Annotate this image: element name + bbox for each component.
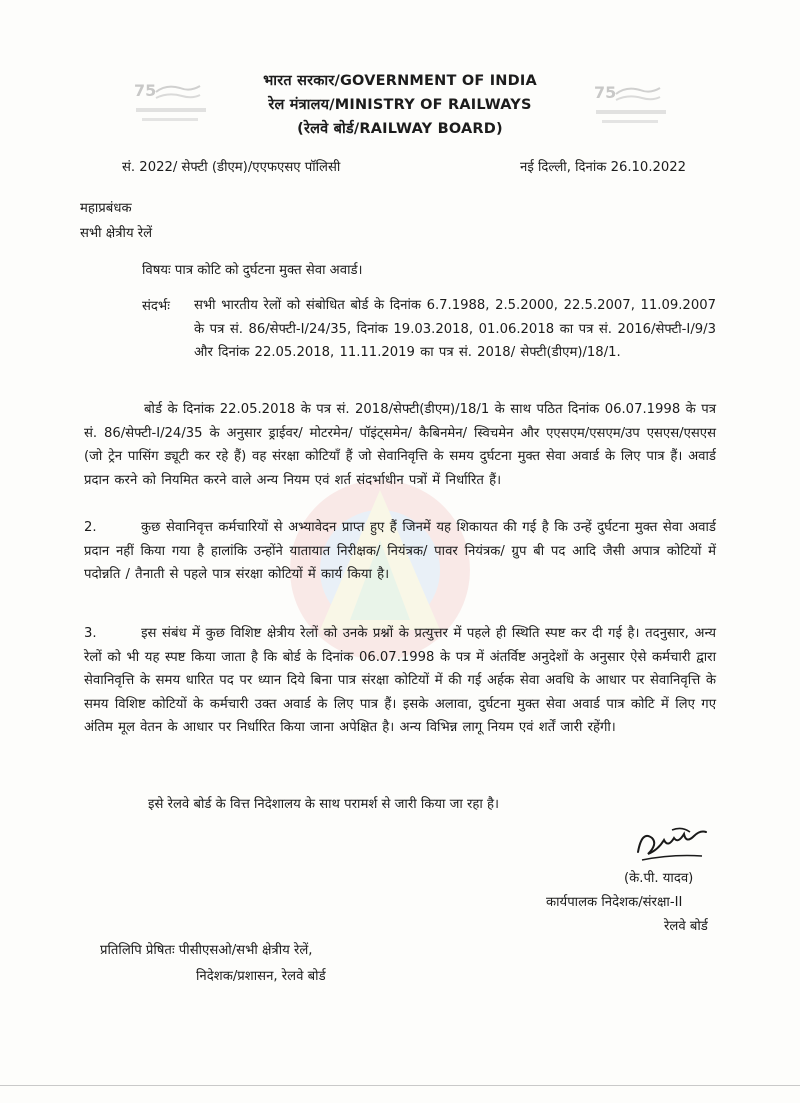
reference-text: सभी भारतीय रेलों को संबोधित बोर्ड के दिनांक 6.7.1988, 2.5.2000, 22.5.2007, 11.09.2007 के पत्र सं. 86/सेफ्टी-I/24/35, दिनांक 19.03.2018, 01.06.2018 का पत्र सं. 2016/सेफ्टी-I/9/3 और दिनांक 22.05.2018, 11.11.2019 का पत्र सं. 2018/ सेफ्टी(डीएम)/18/1. <box>194 298 716 360</box>
closing-line: इसे रेलवे बोर्ड के वित्त निदेशालय के साथ परामर्श से जारी किया जा रहा है। <box>148 797 500 812</box>
letterhead-line-3: (रेलवे बोर्ड/RAILWAY BOARD) <box>297 121 503 137</box>
signatory-name: (के.पी. यादव) <box>624 871 694 886</box>
bottom-divider <box>0 1085 800 1086</box>
paragraph-3: 3. इस संबंध में कुछ विशिष्ट क्षेत्रीय रेलों को उनके प्रश्नों के प्रत्युत्तर में पहले ही स्थिति स्पष्ट कर दी गई है। तदनुसार, अन्य रेलों को भी यह स्पष्ट किया जाता है कि बोर्ड के दिनांक 06.07.1998 के पत्र में अंतर्विष्ट अनुदेशों के अनुसार ऐसे कर्मचारी द्वारा सेवानिवृत्ति के समय धारित पद पर ध्यान दिये बिना पात्र संरक्षा कोटियों में की गई अर्हक सेवा अवधि के आधार पर सेवानिवृत्ति के समय विशिष्ट कोटियों के कर्मचारी उक्त अवार्ड के लिए पात्र हैं। इसके अलावा, दुर्घटना मुक्त सेवा अवार्ड पात्र कोटि में लिए गए अंतिम मूल वेतन के आधार पर निर्धारित किया जाना अपेक्षित है। अन्य विभिन्न लागू नियम एवं शर्तें जारी रहेंगी। <box>84 626 722 735</box>
reference-label: संदर्भः <box>142 299 170 314</box>
letterhead-line-1: भारत सरकार/GOVERNMENT OF INDIA <box>263 73 537 89</box>
copy-to-line-2: निदेशक/प्रशासन, रेलवे बोर्ड <box>196 969 326 984</box>
svg-text:75: 75 <box>134 81 157 100</box>
addressee-line-1: महाप्रबंधक <box>80 201 132 216</box>
addressee-line-2: सभी क्षेत्रीय रेलें <box>80 226 153 241</box>
subject-line: विषयः पात्र कोटि को दुर्घटना मुक्त सेवा अवार्ड। <box>142 263 363 278</box>
signatory-office: रेलवे बोर्ड <box>664 919 708 934</box>
letterhead-line-2: रेल मंत्रालय/MINISTRY OF RAILWAYS <box>268 97 532 113</box>
paragraph-2: 2. कुछ सेवानिवृत्त कर्मचारियों से अभ्यावेदन प्राप्त हुए हैं जिनमें यह शिकायत की गई है कि उन्हें दुर्घटना मुक्त सेवा अवार्ड प्रदान नहीं किया गया है हालांकि उन्होंने यातायात निरीक्षक/ नियंत्रक/ पावर नियंत्रक/ ग्रुप बी पद आदि जैसी अपात्र कोटियों में पदोन्नति / तैनाती से पहले पात्र संरक्षा कोटियों में कार्य किया है। <box>84 520 722 582</box>
svg-text:75: 75 <box>594 83 617 102</box>
signatory-designation: कार्यपालक निदेशक/संरक्षा-II <box>546 895 683 910</box>
reference-number: सं. 2022/ सेफ्टी (डीएम)/एएफएसए पॉलिसी <box>122 160 341 175</box>
place-date: नई दिल्ली, दिनांक 26.10.2022 <box>520 160 687 175</box>
handwritten-signature <box>632 822 722 870</box>
paragraph-1: बोर्ड के दिनांक 22.05.2018 के पत्र सं. 2018/सेफ्टी(डीएम)/18/1 के साथ पठित दिनांक 06.07.1998 के पत्र सं. 86/सेफ्टी-I/24/35 के अनुसार ड्राईवर/ मोटरमेन/ पॉइंट्समेन/ कैबिनमेन/ स्विचमेन और एएसएम/एसएम/उप एसएस/एसएस (जो ट्रेन पासिंग ड्यूटी कर रहे हैं) वह संरक्षा कोटियाँ हैं जो सेवानिवृत्ति के समय दुर्घटना मुक्त सेवा अवार्ड के लिए पात्र हैं। अवार्ड प्रदान करने को नियमित करने वाले अन्य नियम एवं शर्त संदर्भाधीन पत्रों में निर्धारित हैं। <box>84 402 716 488</box>
copy-to-line-1: प्रतिलिपि प्रेषितः पीसीएसओ/सभी क्षेत्रीय रेलें, <box>100 943 313 958</box>
